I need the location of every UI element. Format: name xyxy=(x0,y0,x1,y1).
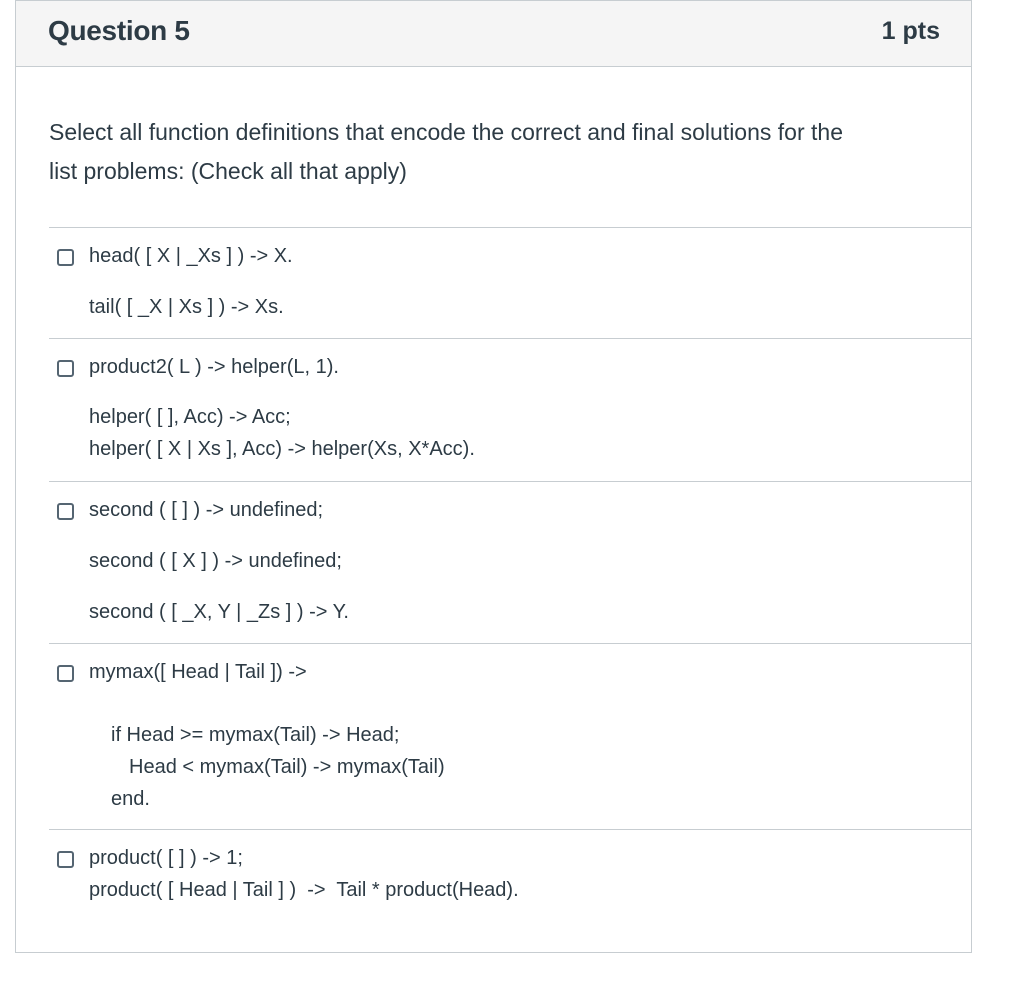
answer-code-line: Head < mymax(Tail) -> mymax(Tail) xyxy=(129,756,445,778)
question-card xyxy=(15,0,972,953)
answer-checkbox[interactable] xyxy=(57,503,74,520)
answer-option-3 xyxy=(49,481,971,643)
answer-code-line: head( [ X | _Xs ] ) -> X. xyxy=(89,245,293,267)
question-text xyxy=(49,113,939,191)
question-text-line: Select all function definitions that encode the correct and final solutions for the xyxy=(49,119,843,145)
answer-option-5 xyxy=(49,829,971,929)
answer-code-line: product2( L ) -> helper(L, 1). xyxy=(89,356,339,378)
answer-code-line: helper( [ X | Xs ], Acc) -> helper(Xs, X*Acc). xyxy=(89,438,475,460)
question-title: Question 5 xyxy=(48,15,190,46)
answer-checkbox[interactable] xyxy=(57,249,74,266)
answer-option-1 xyxy=(49,227,971,338)
question-text-line: list problems: (Check all that apply) xyxy=(49,158,407,184)
answer-code-line: second ( [ _X, Y | _Zs ] ) -> Y. xyxy=(89,601,349,623)
answer-checkbox[interactable] xyxy=(57,360,74,377)
question-points: 1 pts xyxy=(881,17,940,45)
answer-code-line: product( [ ] ) -> 1; xyxy=(89,847,243,869)
answer-option-4 xyxy=(49,643,971,829)
answer-code-line: mymax([ Head | Tail ]) -> xyxy=(89,661,307,683)
answer-code-line: second ( [ ] ) -> undefined; xyxy=(89,499,324,521)
answer-list xyxy=(49,227,971,929)
answer-code-line: tail( [ _X | Xs ] ) -> Xs. xyxy=(89,296,284,318)
answer-code-line: second ( [ X ] ) -> undefined; xyxy=(89,550,342,572)
answer-code-line: product( [ Head | Tail ] ) -> Tail * product(Head). xyxy=(89,879,519,901)
answer-code-line: helper( [ ], Acc) -> Acc; xyxy=(89,406,291,428)
answer-checkbox[interactable] xyxy=(57,665,74,682)
answer-code-line: end. xyxy=(111,788,150,810)
answer-option-2 xyxy=(49,338,971,481)
question-header xyxy=(16,1,971,67)
answer-checkbox[interactable] xyxy=(57,851,74,868)
answer-code-line: if Head >= mymax(Tail) -> Head; xyxy=(111,724,400,746)
